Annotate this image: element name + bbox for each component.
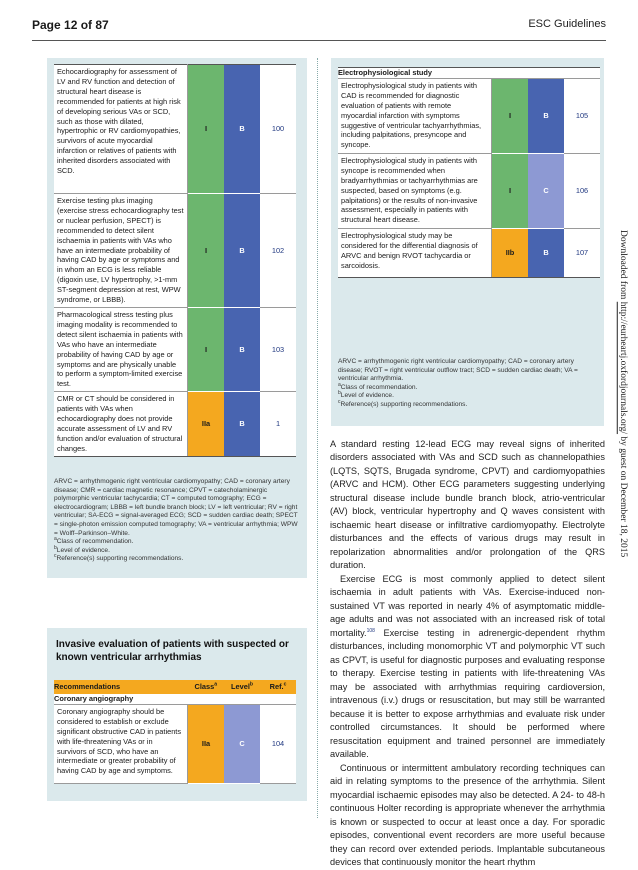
column-separator xyxy=(317,58,318,818)
section-row xyxy=(54,694,296,704)
recommendation-text: Electrophysiological study may be considered for the differential diagnosis of ARVC and benign RVOT tachycardia or sarcoidosis. xyxy=(338,228,492,277)
table-row xyxy=(54,65,296,194)
ep-study-table xyxy=(338,67,600,278)
level-badge: C xyxy=(528,153,564,228)
reference-number[interactable]: 1 xyxy=(260,392,296,457)
paragraph-text: Exercise ECG is most commonly applied to detect silent ischaemia in adult patients with VAs. Exercise-induced non-sustained VT was reported in nearly 4% of asymptomatic middle-age adults and was not associated with an increased risk of total mortality. xyxy=(330,573,605,638)
recommendation-text: Exercise testing plus imaging (exercise stress echocardiography test or nuclear perfusion, SPECT) is recommended to detect silent ischaemia in patients with VAs who have an intermediate probability of having CAD by age or symptoms and in whom an ECG is less reliable (digoxin use, LV hypertrophy, >1-mm ST-segment depression at rest, WPW syndrome, or LBBB). xyxy=(54,194,188,308)
section-title: Electrophysiological study xyxy=(338,68,600,79)
reference-number[interactable]: 105 xyxy=(564,78,600,153)
reference-number[interactable]: 100 xyxy=(260,65,296,194)
footnote-b-text: Level of evidence. xyxy=(340,392,394,400)
class-badge: IIa xyxy=(188,392,225,457)
level-badge: B xyxy=(224,194,260,308)
reference-number[interactable]: 104 xyxy=(260,704,296,783)
footnote-b: $^b$Level of evidence. xyxy=(338,390,394,400)
table-header-row xyxy=(54,680,296,694)
header-level-label: Level xyxy=(231,682,250,692)
abbreviations-note: ARVC = arrhythmogenic right ventricular cardiomyopathy; CAD = coronary artery disease; CMR = cardiac magnetic resonance; CPVT = catecholaminergic polymorphic ventricular tachycardia; CT = computed tomography; ECG = electrocardiogram; LBBB = left bundle branch block; LV = left ventricular; RV = right ventricular; SA-ECG = signal-averaged ECG; SCD = sudden cardiac death; SPECT = single-photon emission computed tomography; VA = ventricular arrhythmia; WPW = Wolff–Parkinson–White. xyxy=(54,478,298,537)
table-row xyxy=(54,392,296,457)
footnote-a-text: Class of recommendation. xyxy=(56,538,134,546)
footnote-a-text: Class of recommendation. xyxy=(340,383,418,391)
header-class-label: Class xyxy=(194,682,215,692)
journal-title: ESC Guidelines xyxy=(528,18,606,30)
left-recommendation-table xyxy=(54,64,296,457)
level-badge: B xyxy=(528,78,564,153)
footnote-a: $^a$Class of recommendation. xyxy=(54,535,134,546)
body-text xyxy=(330,438,605,870)
download-link[interactable]: http://eurheartj.oxfordjournals.org/ xyxy=(618,301,628,435)
header-level: Level$^b$ xyxy=(224,680,260,694)
footnote-c-text: Reference(s) supporting recommendations. xyxy=(340,400,468,408)
invasive-evaluation-title: Invasive evaluation of patients with suspected or known ventricular arrhythmias xyxy=(56,639,289,663)
ep-table-footnotes xyxy=(338,358,600,410)
paragraph: Continuous or intermittent ambulatory recording techniques can aid in relating symptoms to the presence of the arrhythmia. Silent myocardial ischaemic episodes may also be detected. A 24- to 48-h continuous Holter recording is appropriate whenever the arrhythmia is known or suspected to occur at least once a day. For sporadic episodes, conventional event recorders are more useful because they can record over extended periods. Implantable subcutaneous devices that continuously monitor the heart rhythm xyxy=(330,762,605,868)
header-class: Class$^a$ xyxy=(188,680,225,694)
footnote-a: $^a$Class of recommendation. xyxy=(338,381,418,391)
recommendation-text: Electrophysiological study in patients with syncope is recommended when bradyarrhythmias or tachyarrhythmias are suspected, based on symptoms (e.g. palpitations) or the results of non-invasive assessment, especially in patients with structural heart disease. xyxy=(338,153,492,228)
recommendation-text: Electrophysiological study in patients with CAD is recommended for diagnostic evaluation of patients with remote myocardial infarction with symptoms suggestive of ventricular tachyarrhythmias, including palpitations, presyncope and syncope. xyxy=(338,78,492,153)
section-row xyxy=(338,68,600,79)
invasive-evaluation-table xyxy=(54,680,296,784)
table-row xyxy=(54,307,296,391)
paragraph: A standard resting 12-lead ECG may reveal signs of inherited disorders associated with VAs and SCD such as channelopathies (LQTS, SQTS, Brugada syndrome, CPVT) and cardiomyopathies (ARVC and HCM). Other ECG parameters suggesting underlying structural disease include bundle branch block, atrio-ventricular (AV) block, ventricular hypertrophy and Q waves consistent with ischaemic heart disease or infiltrative cardiomyopathy. Electrolyte disturbances and the effects of various drugs may result in repolarization abnormalities and/or prolongation of the QRS duration. xyxy=(330,439,605,571)
recommendation-text: CMR or CT should be considered in patients with VAs when echocardiography does not provide accurate assessment of LV and RV function and/or evaluation of structural changes. xyxy=(54,392,188,457)
table-row xyxy=(338,153,600,228)
header-ref-label: Ref. xyxy=(269,682,284,692)
table-row xyxy=(338,78,600,153)
header-divider xyxy=(32,40,606,41)
recommendation-text: Coronary angiography should be considered to establish or exclude significant obstructive CAD in patients with life-threatening VAs or in survivors of SCD, who have an intermediate or greater probability of having CAD by age and symptoms. xyxy=(54,704,188,783)
level-badge: C xyxy=(224,704,260,783)
paragraph-text: Exercise testing in adrenergic-dependent rhythm disturbances, including monomorphic VT and polymorphic VT such as CPVT, is useful for diagnostic purposes and evaluating response to therapy. Exercise testing in patients with life-threatening VAs may be associated with arrhythmias requiring cardioversion, intravenous (i.v.) drugs or resuscitation, but may still be warranted because it is better to expose arrhythmias and evaluate risk under controlled circumstances. It should be performed where resuscitation equipment and trained personnel are immediately available. xyxy=(330,627,605,760)
download-note xyxy=(614,230,628,610)
footnote-b-text: Level of evidence. xyxy=(56,546,110,554)
class-badge: I xyxy=(188,307,225,391)
header-recommendations: Recommendations xyxy=(54,680,188,694)
class-badge: I xyxy=(492,78,529,153)
page-number: Page 12 of 87 xyxy=(32,18,109,32)
download-suffix: by guest on December 18, 2015 xyxy=(618,434,628,558)
level-badge: B xyxy=(224,65,260,194)
level-badge: B xyxy=(528,228,564,277)
header-ref: Ref.$^c$ xyxy=(260,680,296,694)
class-badge: I xyxy=(188,65,225,194)
level-badge: B xyxy=(224,392,260,457)
table-row xyxy=(338,228,600,277)
footnote-c-text: Reference(s) supporting recommendations. xyxy=(56,555,184,563)
reference-number[interactable]: 103 xyxy=(260,307,296,391)
class-badge: I xyxy=(188,194,225,308)
reference-number[interactable]: 106 xyxy=(564,153,600,228)
class-badge: I xyxy=(492,153,529,228)
paragraph xyxy=(330,573,605,762)
footnote-b: $^b$Level of evidence. xyxy=(54,544,110,554)
download-prefix: Downloaded from xyxy=(618,230,628,302)
table-row xyxy=(54,704,296,783)
section-title: Coronary angiography xyxy=(54,694,296,704)
recommendation-text: Pharmacological stress testing plus imaging modality is recommended to detect silent ischaemia in patients with VAs who have an intermediate probability of having CAD by age or symptoms and are physically unable to perform a symptom-limited exercise test. xyxy=(54,307,188,391)
class-badge: IIb xyxy=(492,228,529,277)
recommendation-text: Echocardiography for assessment of LV and RV function and detection of structural heart disease is recommended for patients at high risk of developing serious VAs or SCD, such as those with dilated, hypertrophic or RV cardiomyopathies, survivors of acute myocardial infarction or relatives of patients with inherited disorders associated with SCD. xyxy=(54,65,188,194)
footnote-c: $^c$Reference(s) supporting recommendations. xyxy=(54,553,184,563)
left-table-footnotes xyxy=(54,478,298,564)
citation-link[interactable]: 108 xyxy=(366,627,375,634)
reference-number[interactable]: 107 xyxy=(564,228,600,277)
footnote-c: $^c$Reference(s) supporting recommendations. xyxy=(338,398,468,408)
abbreviations-note: ARVC = arrhythmogenic right ventricular cardiomyopathy; CAD = coronary artery disease; RVOT = right ventricular outflow tract; SCD = sudden cardiac death; VA = ventricular arrhythmia. xyxy=(338,358,578,383)
page-header xyxy=(32,18,606,34)
reference-number[interactable]: 102 xyxy=(260,194,296,308)
level-badge: B xyxy=(224,307,260,391)
class-badge: IIa xyxy=(188,704,225,783)
table-row xyxy=(54,194,296,308)
